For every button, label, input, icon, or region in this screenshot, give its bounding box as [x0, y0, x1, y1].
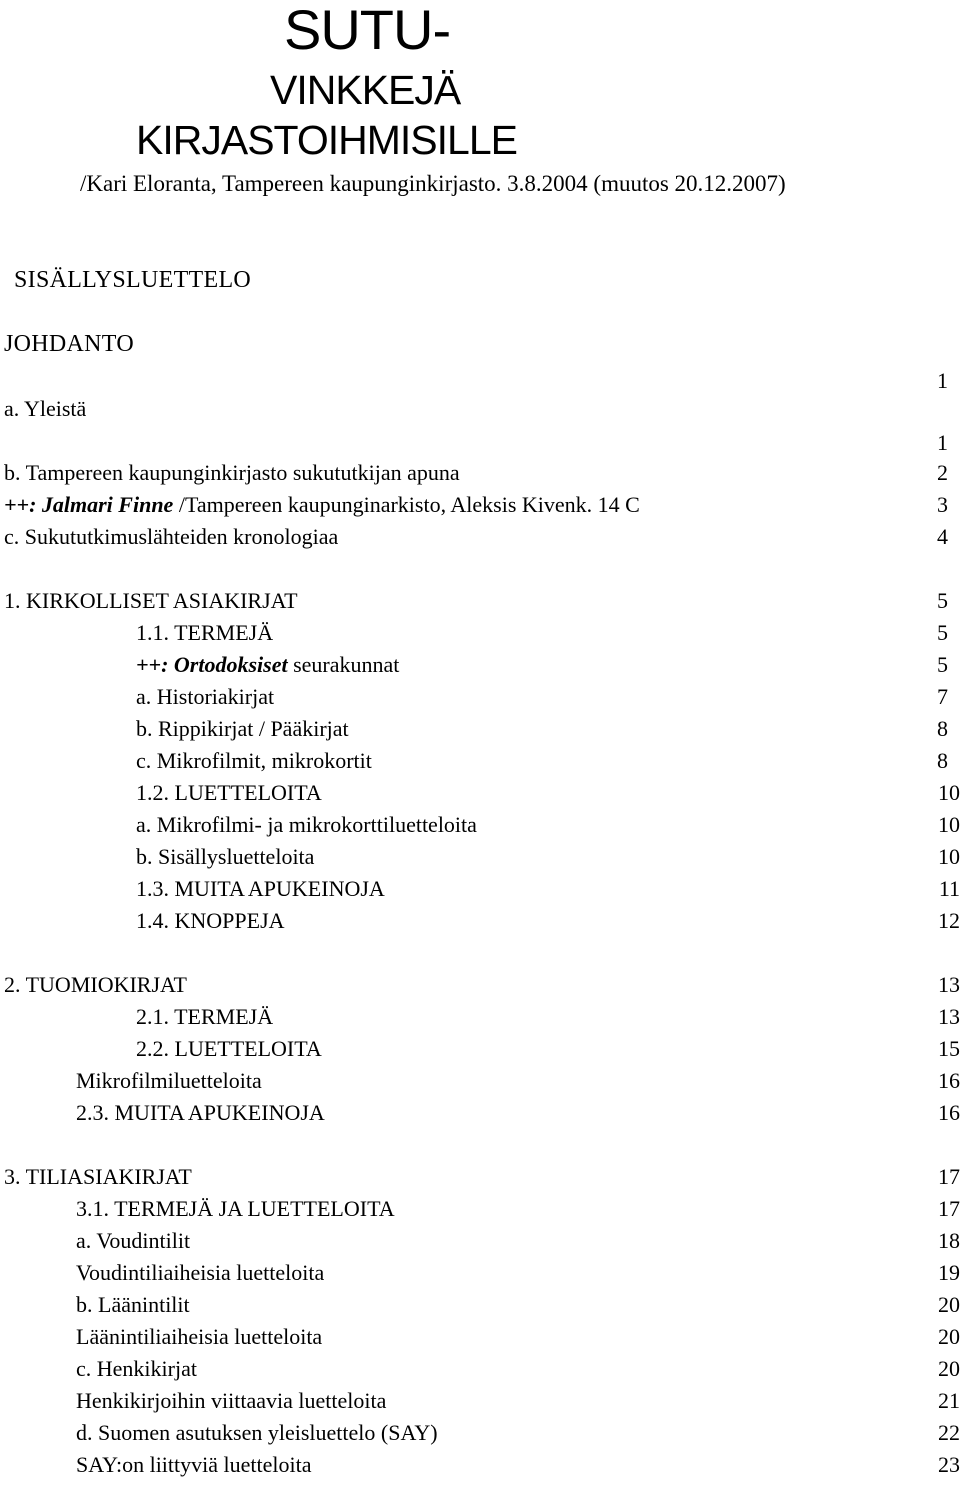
toc-entry-text: a. Mikrofilmi- ja mikrokorttiluetteloita [136, 812, 477, 837]
toc-entry-page: 12 [938, 908, 960, 933]
toc-entry-page: 20 [938, 1324, 960, 1349]
toc-entry-page: 5 [937, 652, 948, 677]
intro-page-number: 1 [937, 430, 948, 455]
toc-entry-text [4, 494, 640, 516]
toc-entry-text: 1.2. LUETTELOITA [136, 780, 322, 805]
toc-entry [0, 718, 960, 748]
toc-entry-text: d. Suomen asutuksen yleisluettelo (SAY) [76, 1420, 438, 1445]
toc-entry-text: Läänintiliaiheisia luetteloita [76, 1324, 323, 1349]
toc-entry-page: 13 [938, 1004, 960, 1029]
toc-entry-prefix: ++: Jalmari Finne [4, 492, 174, 517]
toc-entry-page: 17 [938, 1164, 960, 1189]
toc-entry-page: 2 [937, 460, 948, 485]
toc-entry-page: 17 [938, 1196, 960, 1221]
toc-entry-page: 11 [938, 876, 960, 901]
toc-entry [0, 654, 960, 684]
toc-entry-page: 10 [938, 844, 960, 869]
toc-entry-text: b. Sisällysluetteloita [136, 844, 315, 869]
toc-entry-page: 8 [937, 748, 948, 773]
toc-entry-text: Voudintiliaiheisia luetteloita [76, 1260, 325, 1285]
toc-entry [0, 494, 960, 524]
toc-entry [0, 1454, 960, 1484]
toc-entry-text: 3.1. TERMEJÄ JA LUETTELOITA [76, 1196, 395, 1221]
toc-entry-page: 18 [938, 1228, 960, 1253]
toc-entry-text: 1.4. KNOPPEJA [136, 908, 285, 933]
toc-entry-text: a. Yleistä [4, 396, 87, 421]
toc-entry-page: 5 [937, 620, 948, 645]
intro-heading: JOHDANTO [4, 331, 134, 357]
toc-entry [0, 750, 960, 780]
toc-entry [0, 1198, 960, 1228]
toc-entry-page: 19 [938, 1260, 960, 1285]
toc-entry-text: a. Historiakirjat [136, 684, 275, 709]
toc-entry-text: 1.3. MUITA APUKEINOJA [136, 876, 385, 901]
toc-entry [0, 974, 960, 1004]
toc-entry-page: 3 [937, 492, 948, 517]
toc-entry-page: 20 [938, 1356, 960, 1381]
toc-entry [0, 462, 960, 492]
document-subtitle: /Kari Eloranta, Tampereen kaupunginkirjasto. 3.8.2004 (muutos 20.12.2007) [80, 171, 786, 196]
toc-entry-text: 2.2. LUETTELOITA [136, 1036, 322, 1061]
toc-entry [0, 1422, 960, 1452]
toc-entry [0, 398, 960, 428]
toc-entry-page: 4 [937, 524, 948, 549]
toc-entry-text: a. Voudintilit [76, 1228, 191, 1253]
toc-entry-text: b. Tampereen kaupunginkirjasto sukututkijan apuna [4, 460, 460, 485]
toc-entry-text: 1. KIRKOLLISET ASIAKIRJAT [4, 588, 298, 613]
toc-entry-text: Henkikirjoihin viittaavia luetteloita [76, 1388, 387, 1413]
toc-entry-rest: /Tampereen kaupunginarkisto, Aleksis Kivenk. 14 C [178, 492, 640, 517]
toc-entry-text: Mikrofilmiluetteloita [76, 1068, 262, 1093]
toc-entry-text: b. Läänintilit [76, 1292, 190, 1317]
toc-entry [0, 1358, 960, 1388]
toc-entry-rest: seurakunnat [293, 652, 400, 677]
toc-entry-page: 23 [938, 1452, 960, 1477]
document-title-line-3: KIRJASTOIHMISILLE [136, 117, 517, 163]
toc-entry-page: 22 [938, 1420, 960, 1445]
toc-entry [0, 1326, 960, 1356]
toc-entry-text: 2.3. MUITA APUKEINOJA [76, 1100, 325, 1125]
toc-entry [0, 622, 960, 652]
toc-entry-text: b. Rippikirjat / Pääkirjat [136, 716, 349, 741]
toc-entry-page: 16 [938, 1068, 960, 1093]
toc-entry [0, 846, 960, 876]
toc-entry [0, 590, 960, 620]
toc-entry-text [136, 654, 399, 676]
toc-entry-text: 3. TILIASIAKIRJAT [4, 1164, 192, 1189]
toc-entry-text: c. Sukututkimuslähteiden kronologiaa [4, 524, 339, 549]
toc-entry-page: 7 [937, 684, 948, 709]
toc-entry [0, 526, 960, 556]
toc-entry [0, 1262, 960, 1292]
toc-entry [0, 1294, 960, 1324]
toc-entry-text: c. Mikrofilmit, mikrokortit [136, 748, 372, 773]
toc-entry [0, 814, 960, 844]
toc-entry-text: SAY:on liittyviä luetteloita [76, 1452, 312, 1477]
intro-page-number: 1 [937, 368, 948, 393]
toc-entry [0, 686, 960, 716]
toc-entry-prefix: ++: Ortodoksiset [136, 652, 288, 677]
toc-entry-page: 15 [938, 1036, 960, 1061]
toc-entry [0, 1230, 960, 1260]
toc-entry [0, 1166, 960, 1196]
toc-entry-text: 1.1. TERMEJÄ [136, 620, 274, 645]
toc-entry [0, 878, 960, 908]
toc-entry [0, 1390, 960, 1420]
toc-entry-page: 5 [937, 588, 948, 613]
toc-entry-text: c. Henkikirjat [76, 1356, 197, 1381]
toc-entry-page: 16 [938, 1100, 960, 1125]
toc-entry [0, 910, 960, 940]
toc-entry-page: 10 [938, 780, 960, 805]
toc-entry [0, 1102, 960, 1132]
toc-entry-page: 8 [937, 716, 948, 741]
toc-entry-page: 13 [938, 972, 960, 997]
toc-entry [0, 1038, 960, 1068]
toc-entry-page: 21 [938, 1388, 960, 1413]
toc-heading: SISÄLLYSLUETTELO [14, 267, 252, 293]
toc-entry-page: 20 [938, 1292, 960, 1317]
toc-entry [0, 782, 960, 812]
toc-entry [0, 1070, 960, 1100]
toc-entry-text: 2. TUOMIOKIRJAT [4, 972, 187, 997]
toc-entry-text: 2.1. TERMEJÄ [136, 1004, 274, 1029]
toc-entry-page: 10 [938, 812, 960, 837]
document-title-line-1: SUTU- [284, 0, 451, 61]
toc-entry [0, 1006, 960, 1036]
document-title-line-2: VINKKEJÄ [270, 67, 461, 113]
